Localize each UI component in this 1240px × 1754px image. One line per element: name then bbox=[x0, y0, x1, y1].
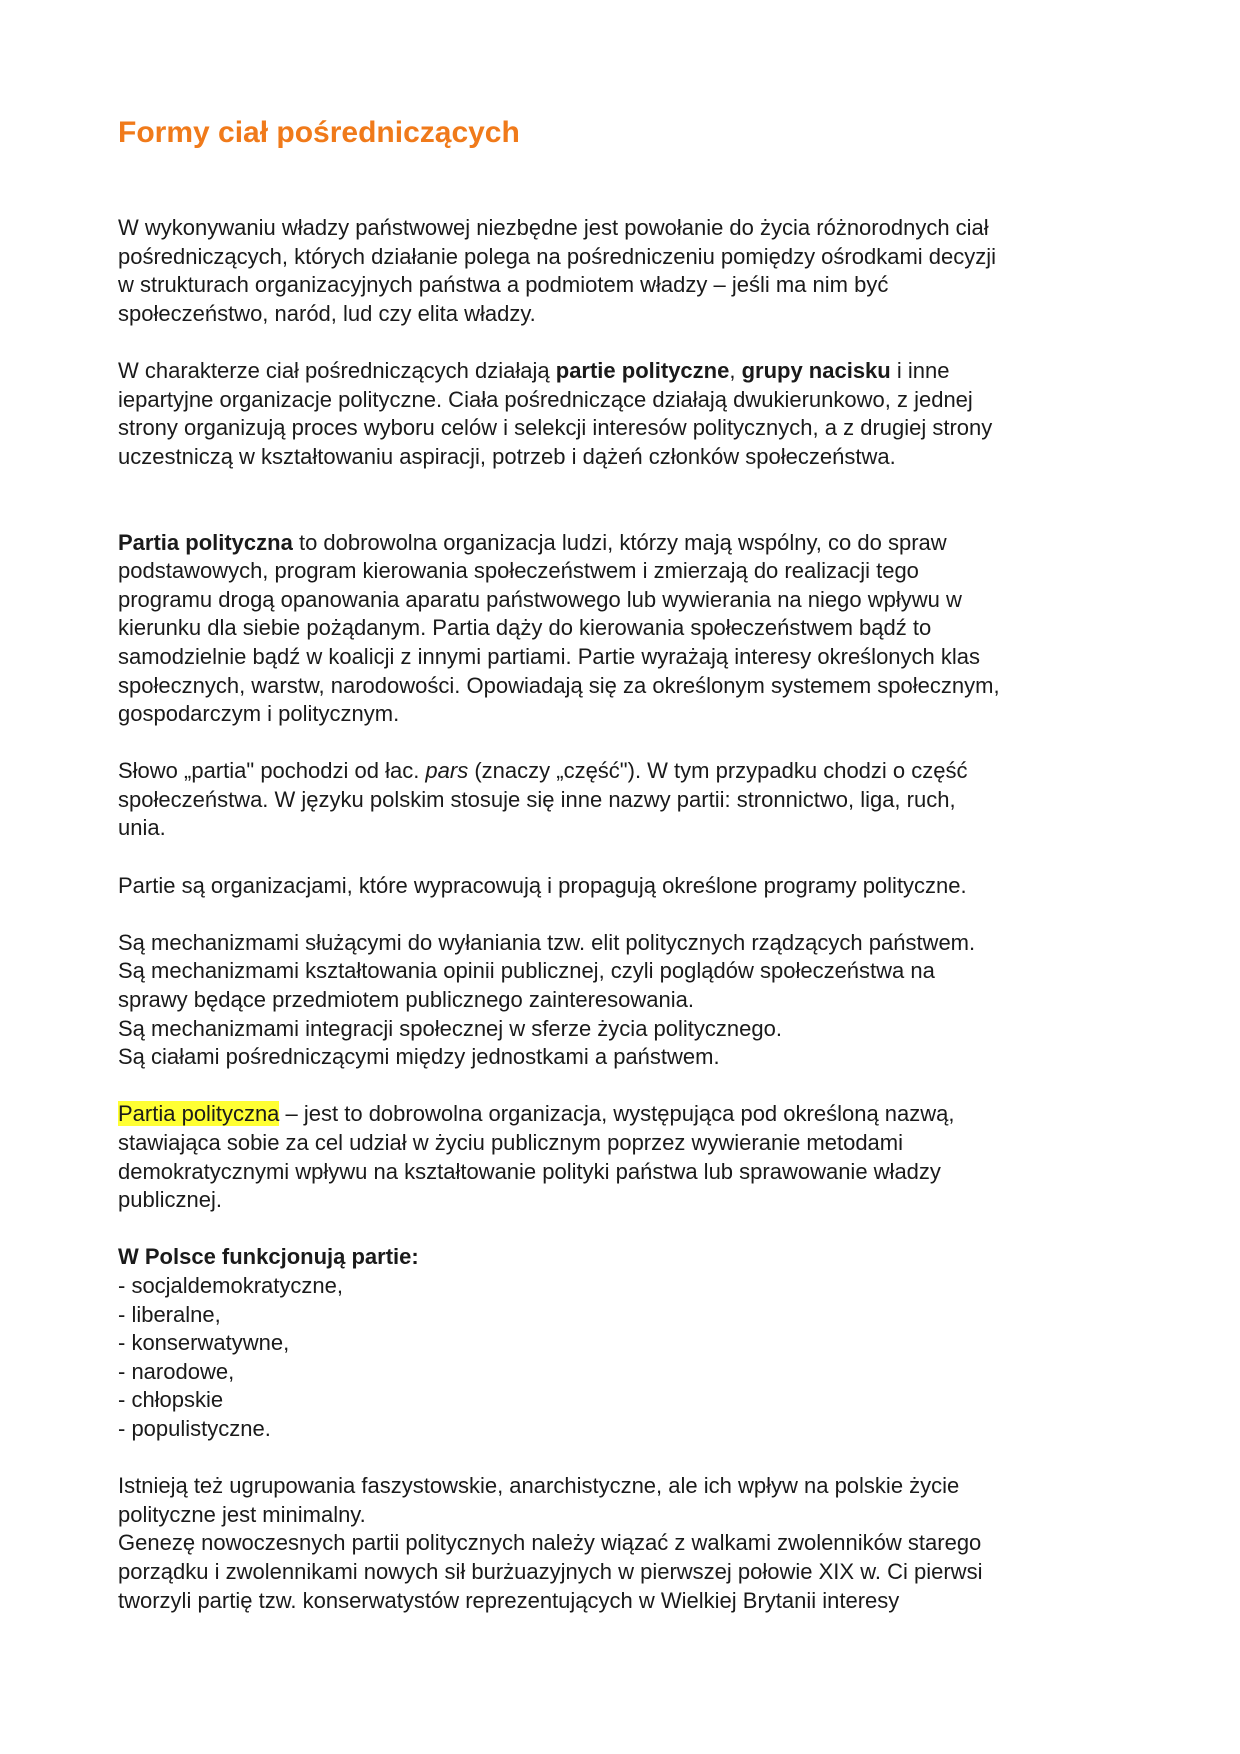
highlighted-term-political-party: Partia polityczna bbox=[118, 1101, 280, 1127]
list-item: - narodowe, bbox=[118, 1358, 235, 1384]
bold-term-political-parties: partie polityczne bbox=[555, 357, 730, 383]
paragraph-party-definition-2 bbox=[118, 1100, 1128, 1214]
list-heading bbox=[118, 1243, 1128, 1272]
text-run: W charakterze ciał pośredniczących działają bbox=[118, 357, 556, 383]
bold-term-political-party: Partia polityczna bbox=[118, 529, 293, 555]
text-run: i inne iepartyjne organizacje polityczne. Ciała pośredniczące działają dwukierunkowo, z jednej strony organizują proces wyboru celów i selekcji interesów politycznych, a z drugiej strony uczestniczą w kształtowaniu aspiracji, potrzeb i dążeń członków społeczeństwa. bbox=[118, 357, 993, 469]
spacer bbox=[118, 1215, 1128, 1244]
paragraph-mechanisms: Są mechanizmami służącymi do wyłaniania tzw. elit politycznych rządzących państwem. Są mechanizmami kształtowania opinii publicznej, czyli poglądów społeczeństwa na sprawy będące przedmiotem publicznego zainteresowania. Są mechanizmami integracji społecznej w sferze życia politycznego. Są ciałami pośredniczącymi między jednostkami a państwem. bbox=[118, 929, 976, 1070]
spacer bbox=[118, 729, 1128, 758]
spacer bbox=[118, 1444, 1128, 1473]
paragraph-programs: Partie są organizacjami, które wypracowują i propagują określone programy polityczne. bbox=[118, 872, 967, 898]
text-run: – jest to dobrowolna organizacja, występująca pod określoną nazwą, stawiająca sobie za cel udział w życiu publicznym poprzez wywieranie metodami demokratycznymi wpływu na kształtowanie polityki państwa lub sprawowanie władzy publicznej. bbox=[118, 1101, 955, 1213]
list-item: - liberalne, bbox=[118, 1301, 221, 1327]
list-item: - chłopskie bbox=[118, 1387, 224, 1413]
list-item: - konserwatywne, bbox=[118, 1330, 290, 1356]
page-title: Formy ciał pośredniczących bbox=[118, 116, 520, 149]
list-item: - populistyczne. bbox=[118, 1415, 271, 1441]
document-body bbox=[118, 214, 1128, 1615]
paragraph-intermediary-bodies bbox=[118, 357, 1128, 471]
bold-term-pressure-groups: grupy nacisku bbox=[741, 357, 891, 383]
paragraph-genesis: Istnieją też ugrupowania faszystowskie, anarchistyczne, ale ich wpływ na polskie życie polityczne jest minimalny. Genezę nowoczesnych partii politycznych należy wiązać z walkami zwolenników starego porządku i zwolennikami nowych sił burżuazyjnych w pierwszej połowie XIX w. Ci pierwsi tworzyli partię tzw. konserwatystów reprezentujących w Wielkiej Brytanii interesy bbox=[118, 1473, 983, 1613]
paragraph-party-definition bbox=[118, 529, 1128, 729]
text-run: , bbox=[729, 357, 742, 383]
text-run: (znaczy „część"). W tym przypadku chodzi o część społeczeństwa. W języku polskim stosuje się inne nazwy partii: stronnictwo, liga, ruch, unia. bbox=[118, 758, 968, 841]
list-item: - socjaldemokratyczne, bbox=[118, 1272, 343, 1298]
spacer bbox=[118, 900, 1128, 929]
spacer bbox=[118, 328, 1128, 357]
spacer bbox=[118, 471, 1128, 528]
text-run: Słowo „partia" pochodzi od łac. bbox=[118, 758, 426, 784]
list-heading-text: W Polsce funkcjonują partie: bbox=[118, 1244, 419, 1270]
spacer bbox=[118, 843, 1128, 872]
italic-term-pars: pars bbox=[425, 758, 469, 784]
spacer bbox=[118, 1072, 1128, 1101]
paragraph-intro: W wykonywaniu władzy państwowej niezbędne jest powołanie do życia różnorodnych ciał pośredniczących, których działanie polega na pośredniczeniu pomiędzy ośrodkami decyzji w strukturach organizacyjnych państwa a podmiotem władzy – jeśli ma nim być społeczeństwo, naród, lud czy elita władzy. bbox=[118, 215, 997, 326]
paragraph-word-origin bbox=[118, 757, 1128, 843]
text-run: to dobrowolna organizacja ludzi, którzy mają wspólny, co do spraw podstawowych, program kierowania społeczeństwem i zmierzają do realizacji tego programu drogą opanowania aparatu państwowego lub wywierania na niego wpływu w kierunku dla siebie pożądanym. Partia dąży do kierowania społeczeństwem bądź to samodzielnie bądź w koalicji z innymi partiami. Partie wyrażają interesy określonych klas społecznych, warstw, narodowości. Opowiadają się za określonym systemem społecznym, gospodarczym i politycznym. bbox=[118, 529, 1000, 727]
